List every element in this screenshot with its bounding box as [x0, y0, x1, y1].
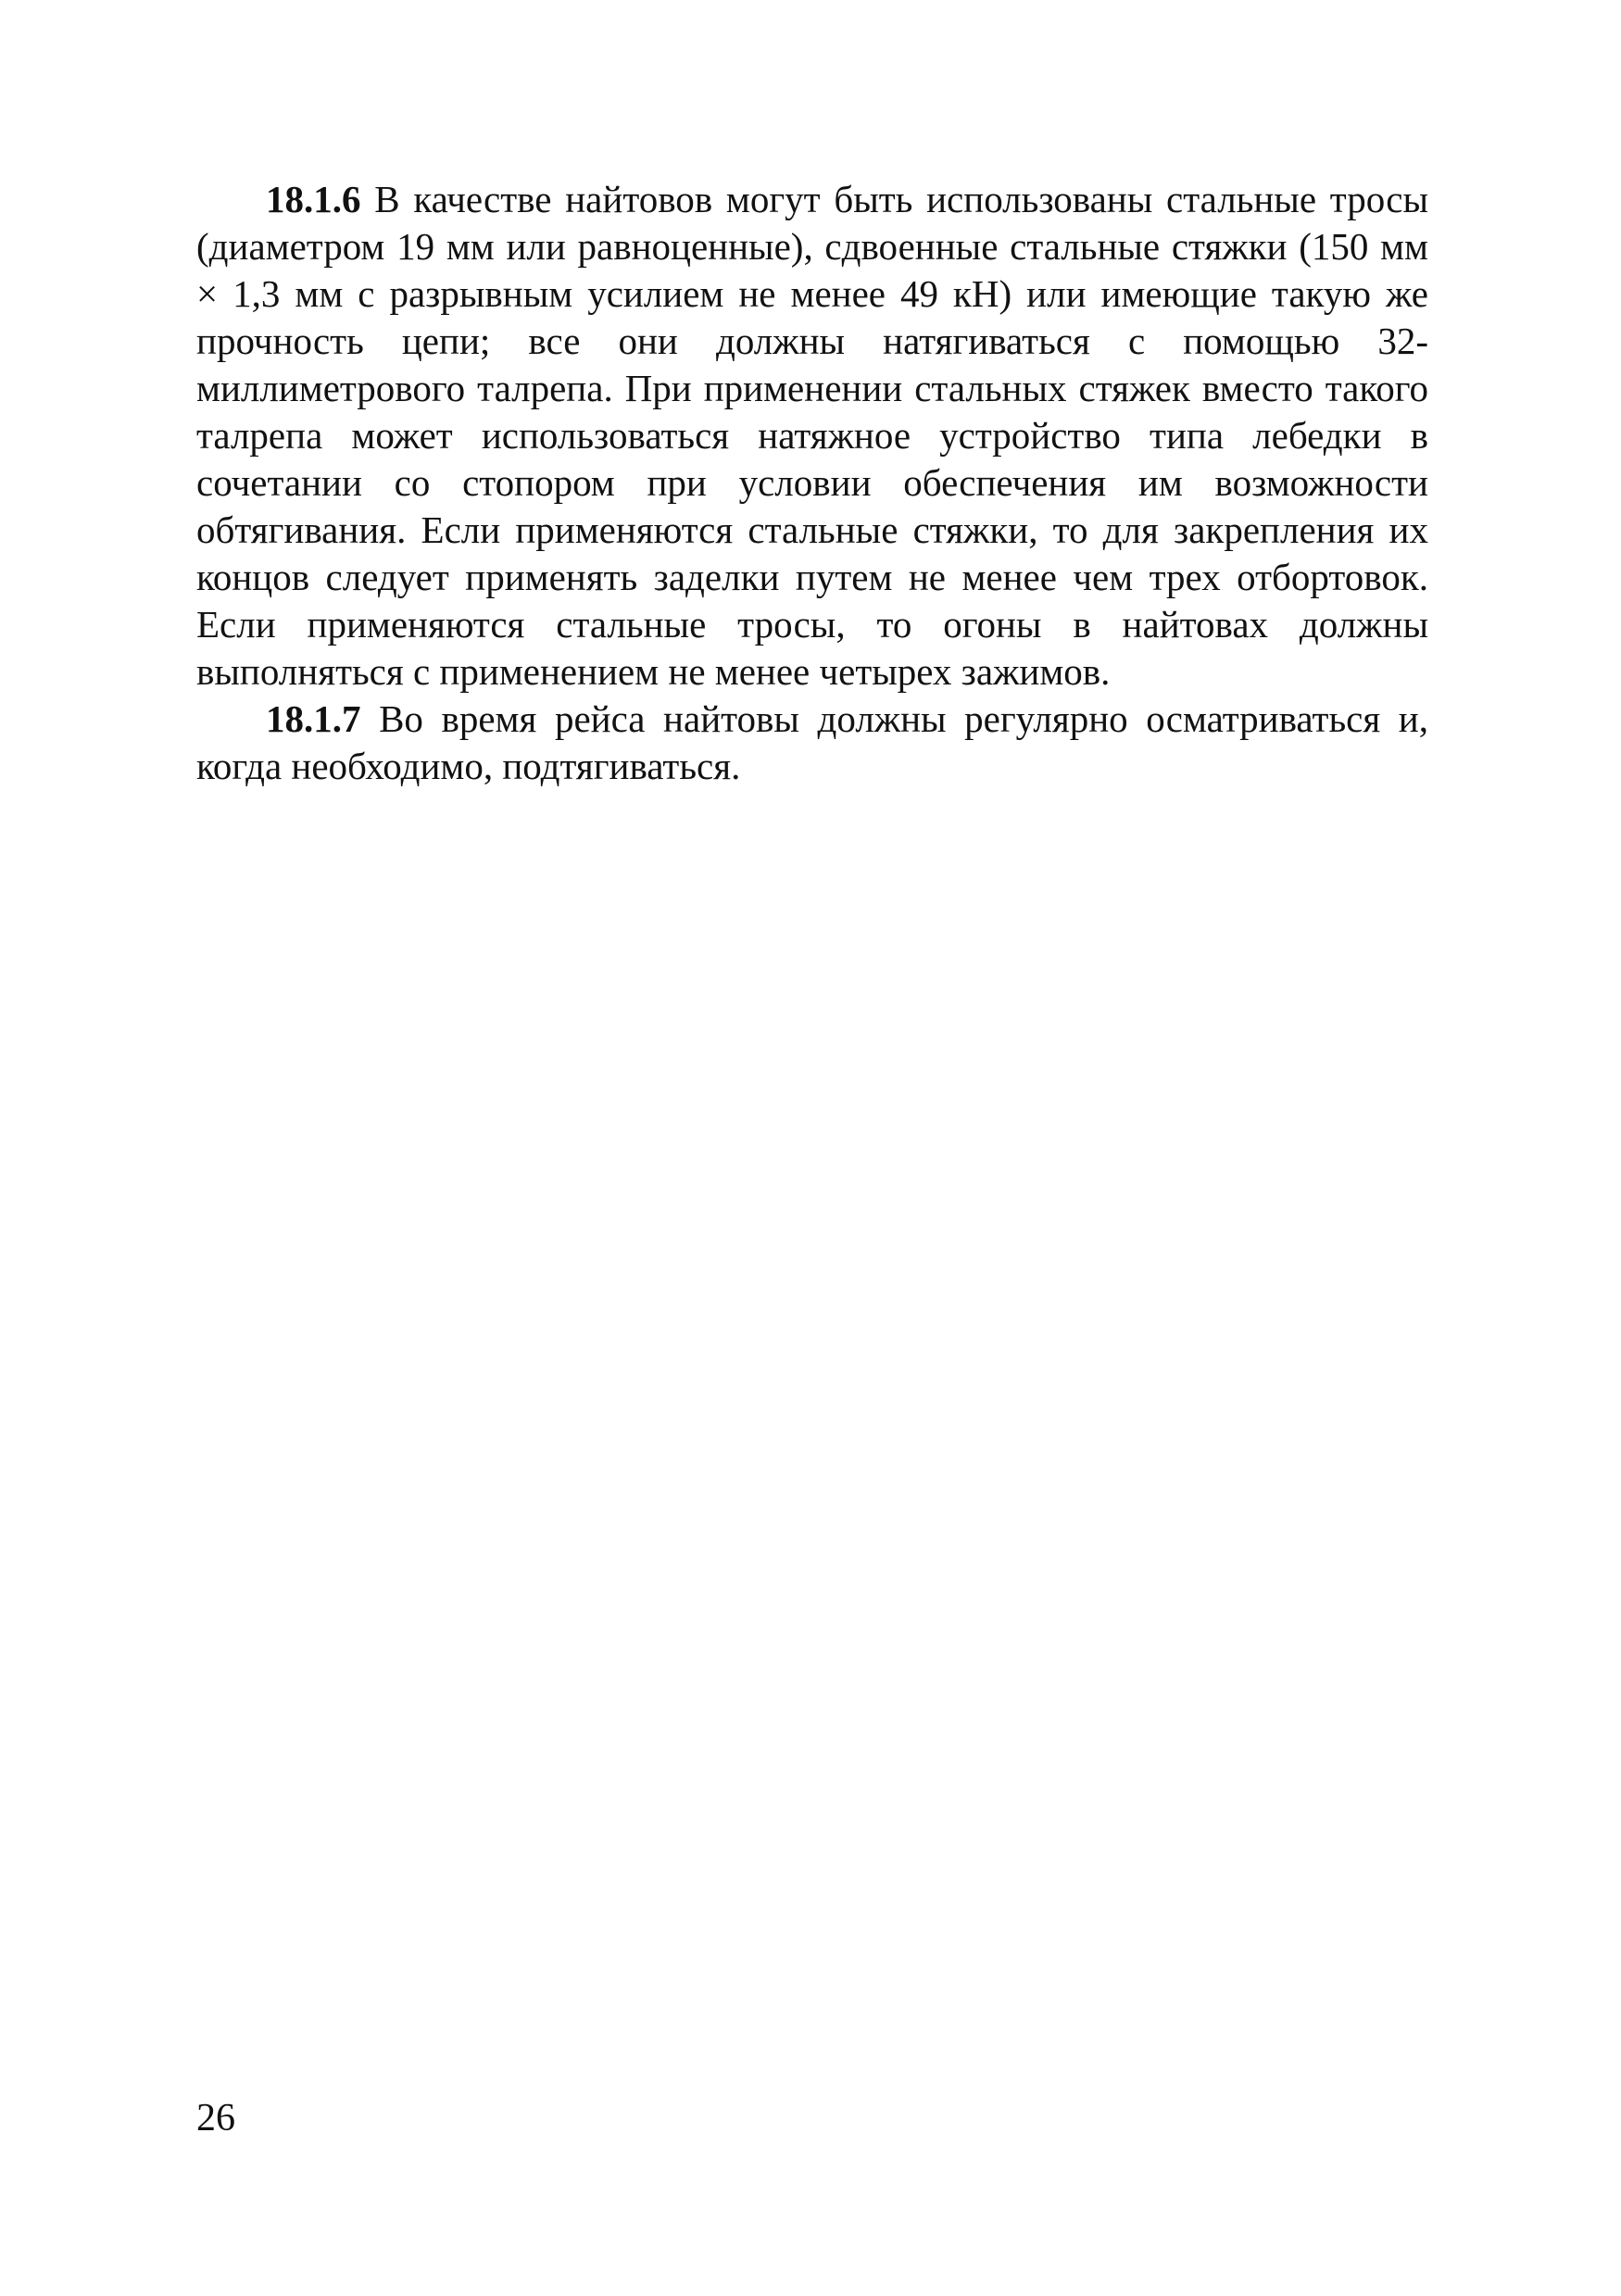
clause-number: 18.1.6 — [266, 178, 361, 220]
paragraph-text: Во время рейса найтовы должны регулярно осматриваться и, когда необходимо, подтягиваться. — [196, 697, 1428, 787]
paragraph-text: В качестве найтовов могут быть использованы стальные тросы (диаметром 19 мм или равноценные), сдвоенные стальные стяжки (150 мм × 1,3 мм с разрывным усилием не менее 49 кН) или имеющие такую же прочность цепи; все они должны натягиваться с помощью 32-миллиметрового талрепа. При применении стальных стяжек вместо такого талрепа может использоваться натяжное устройство типа лебедки в сочетании со стопором при условии обеспечения им возможности обтягивания. Если применяются стальные стяжки, то для закрепления их концов следует применять заделки путем не менее чем трех отбортовок. Если применяются стальные тросы, то огоны в найтовах должны выполняться с применением не менее четырех зажимов. — [196, 178, 1428, 693]
paragraph-18-1-6 — [196, 176, 1428, 696]
body-text — [196, 176, 1428, 790]
page-number: 26 — [196, 2097, 235, 2139]
paragraph-18-1-7 — [196, 696, 1428, 790]
clause-number: 18.1.7 — [266, 697, 361, 740]
